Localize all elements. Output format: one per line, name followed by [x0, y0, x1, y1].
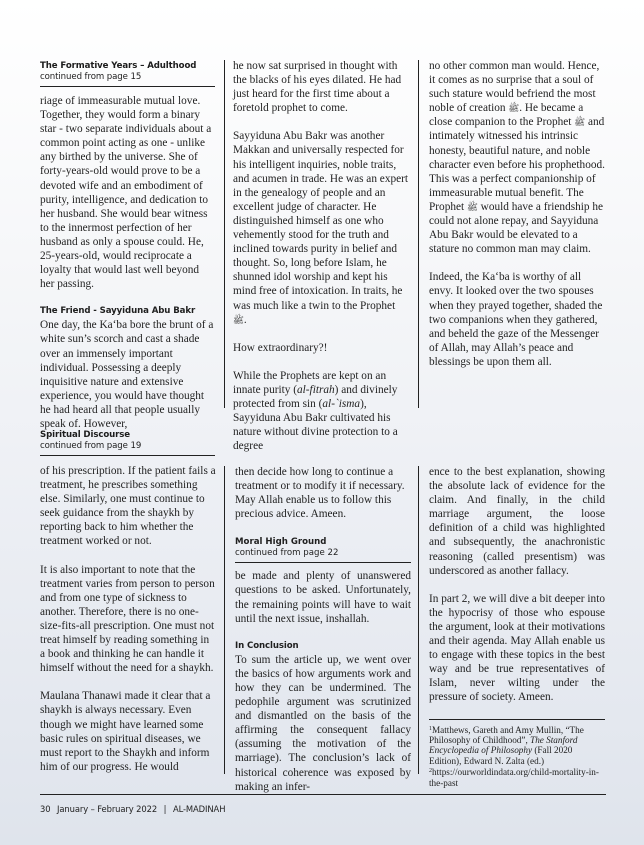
paragraph: While the Prophets are kept on an innate purity (al-fitrah) and divinely protected from sin (al-`isma), Sayyiduna Abu Bakr cultivated his nature without divine protection to a degree — [233, 369, 398, 453]
issue-date: January – February 2022 — [57, 804, 158, 814]
continued-from: continued from page 19 — [40, 441, 142, 451]
footnote-2: $^2$https://ourworldindata.org/child-mortality-in-the-past — [429, 767, 599, 788]
paragraph: then decide how long to continue a treatment or to modify it if necessary. May Allah enable us to follow this precious advice. Ameen. — [235, 466, 405, 521]
footer-separator: | — [163, 804, 167, 814]
subheading-in-conclusion: In Conclusion — [235, 640, 299, 651]
paragraph: To sum the article up, we went over the basics of how arguments work and how they can be undermined. The pedophile argument was scrutinized and dismantled on the basis of the affirming the consequent fallacy (assuming the motivation of the marriage). The conclusion’s lack of historical coherence was exposed by making an infer- — [235, 653, 411, 793]
publication-name: AL-MADINAH — [172, 804, 226, 814]
section-title: Moral High Ground — [235, 537, 327, 548]
footnote-1: $^1$Matthews, Gareth and Amy Mullin, “The Philosophy of Childhood”, The Stanford Encyclopedia of Philosophy (Fall 2020 Edition), Edward N. Zalta (ed.) — [429, 724, 584, 766]
salawat-icon: ﷺ — [466, 201, 478, 212]
column-divider — [224, 466, 225, 774]
article-column-1-top — [40, 94, 216, 431]
page-number: 30 — [40, 804, 51, 814]
article-column-2-top — [233, 59, 410, 453]
section-header-spiritual-discourse — [40, 430, 215, 456]
footnote-link[interactable]: https://ourworldindata.org/child-mortality-in-the-past — [429, 767, 599, 788]
paragraph: of his prescription. If the patient fails a treatment, he prescribes something else. Similarly, one must continue to seek guidance from the shaykh by reporting back to him whether the treatment worked or not. — [40, 465, 216, 548]
paragraph: no other common man would. Hence, it comes as no surprise that a soul of such stature would befriend the most noble of creation ﷺ. He became a close companion to the Prophet ﷺ and intimately witnessed his intrinsic honesty, beautiful nature, and noble character even before his prophethood. This was a perfect companionship of immeasurable mutual benefit. The Prophet ﷺ would have a friendship he could not alone repay, and Sayyiduna Abu Bakr would be elevated to a stature no common man may claim. — [429, 60, 605, 256]
arabic-term: al-fitrah — [297, 383, 335, 396]
salawat-icon: ﷺ — [508, 103, 520, 114]
article-column-3-bottom — [429, 465, 605, 788]
footnotes — [429, 719, 605, 788]
column-divider — [224, 60, 225, 408]
salawat-icon: ﷺ — [574, 117, 586, 128]
paragraph: ence to the best explanation, showing the absolute lack of evidence for the claim. And finally, in the child marriage argument, the loose definition of a child was highlighted and subsequently, the anachronistic reasoning (called presentism) was underscored as another fallacy. — [429, 466, 605, 577]
continued-from: continued from page 22 — [235, 548, 339, 559]
paragraph: Indeed, the Ka‘ba is worthy of all envy. It looked over the two spouses when they prayed together, shaded the two companions when they gathered, and beheld the gaze of the Messenger of Allah, may Allah’s peace and blessings be upon them all. — [429, 271, 603, 368]
paragraph: One day, the Ka‘ba bore the brunt of a white sun’s scorch and cast a shade over an immensely important individual. Possessing a deeply inquisitive nature and extensive experience, you would have thought he had heard all that people usually speak of. However, — [40, 319, 214, 430]
continued-from: continued from page 15 — [40, 72, 142, 82]
section-header-moral-high-ground — [235, 537, 411, 563]
arabic-term: al-`isma — [322, 397, 361, 410]
paragraph: be made and plenty of unanswered questions to be asked. Unfortunately, the remaining points will have to wait until the next issue, inshallah. — [235, 570, 411, 625]
salawat-icon: ﷺ — [233, 314, 244, 325]
footer-rule — [40, 794, 606, 795]
subheading-the-friend: The Friend - Sayyiduna Abu Bakr — [40, 306, 196, 317]
section-title: The Formative Years – Adulthood — [40, 61, 197, 71]
page-footer — [40, 804, 229, 814]
section-header-formative-years — [40, 61, 215, 87]
paragraph: Maulana Thanawi made it clear that a shaykh is always necessary. Even though we might have learned some basic rules on spiritual diseases, we must report to the Shaykh and inform him of our progress. He would — [40, 690, 211, 773]
column-divider — [418, 60, 419, 408]
paragraph: It is also important to note that the treatment varies from person to person and from one type of sickness to another. Therefore, there is no one-size-fits-all prescription. One must not treat himself by reading something in a book and thinking he can handle it himself without the need for a shaykh. — [40, 563, 215, 675]
paragraph: he now sat surprised in thought with the blacks of his eyes dilated. He had just heard for the first time about a foretold prophet to come. — [233, 60, 402, 115]
section-title: Spiritual Discourse — [40, 430, 131, 440]
paragraph: riage of immeasurable mutual love. Together, they would form a binary star - two separate individuals about a common point acting as one - unlike any birthed by the universe. She of forty-years-old would prove to be a devoted wife and an embodiment of purity, intelligence, and dedication to her husband. She would bear witness to the innermost perfection of her husband as only a spouse could. He, 25-years-old, would reciprocate a loyalty that would last well beyond her passing. — [40, 95, 212, 291]
article-column-1-bottom — [40, 464, 216, 774]
paragraph: How extraordinary?! — [233, 341, 328, 354]
article-column-2-bottom — [235, 465, 411, 794]
paragraph: In part 2, we will dive a bit deeper into the hypocrisy of those who espouse the argument, look at their motivations and their agenda. May Allah enable us to engage with these topics in the best way and be true representatives of Islam, never wilting under the pressure of society. Ameen. — [429, 592, 605, 704]
column-divider — [418, 466, 419, 774]
paragraph: Sayyiduna Abu Bakr was another Makkan and universally respected for his intelligent inquiries, noble traits, and acumen in trade. He was an expert in the genealogy of people and an excellent judge of character. He distinguished himself as one who vehemently stood for the truth and inclined towards purity in belief and thought. So, long before Islam, he shunned idol worship and kept his mind free of intoxication. In traits, he was much like a twin to the Prophet ﷺ. — [233, 130, 409, 326]
article-column-3-top — [429, 59, 607, 369]
